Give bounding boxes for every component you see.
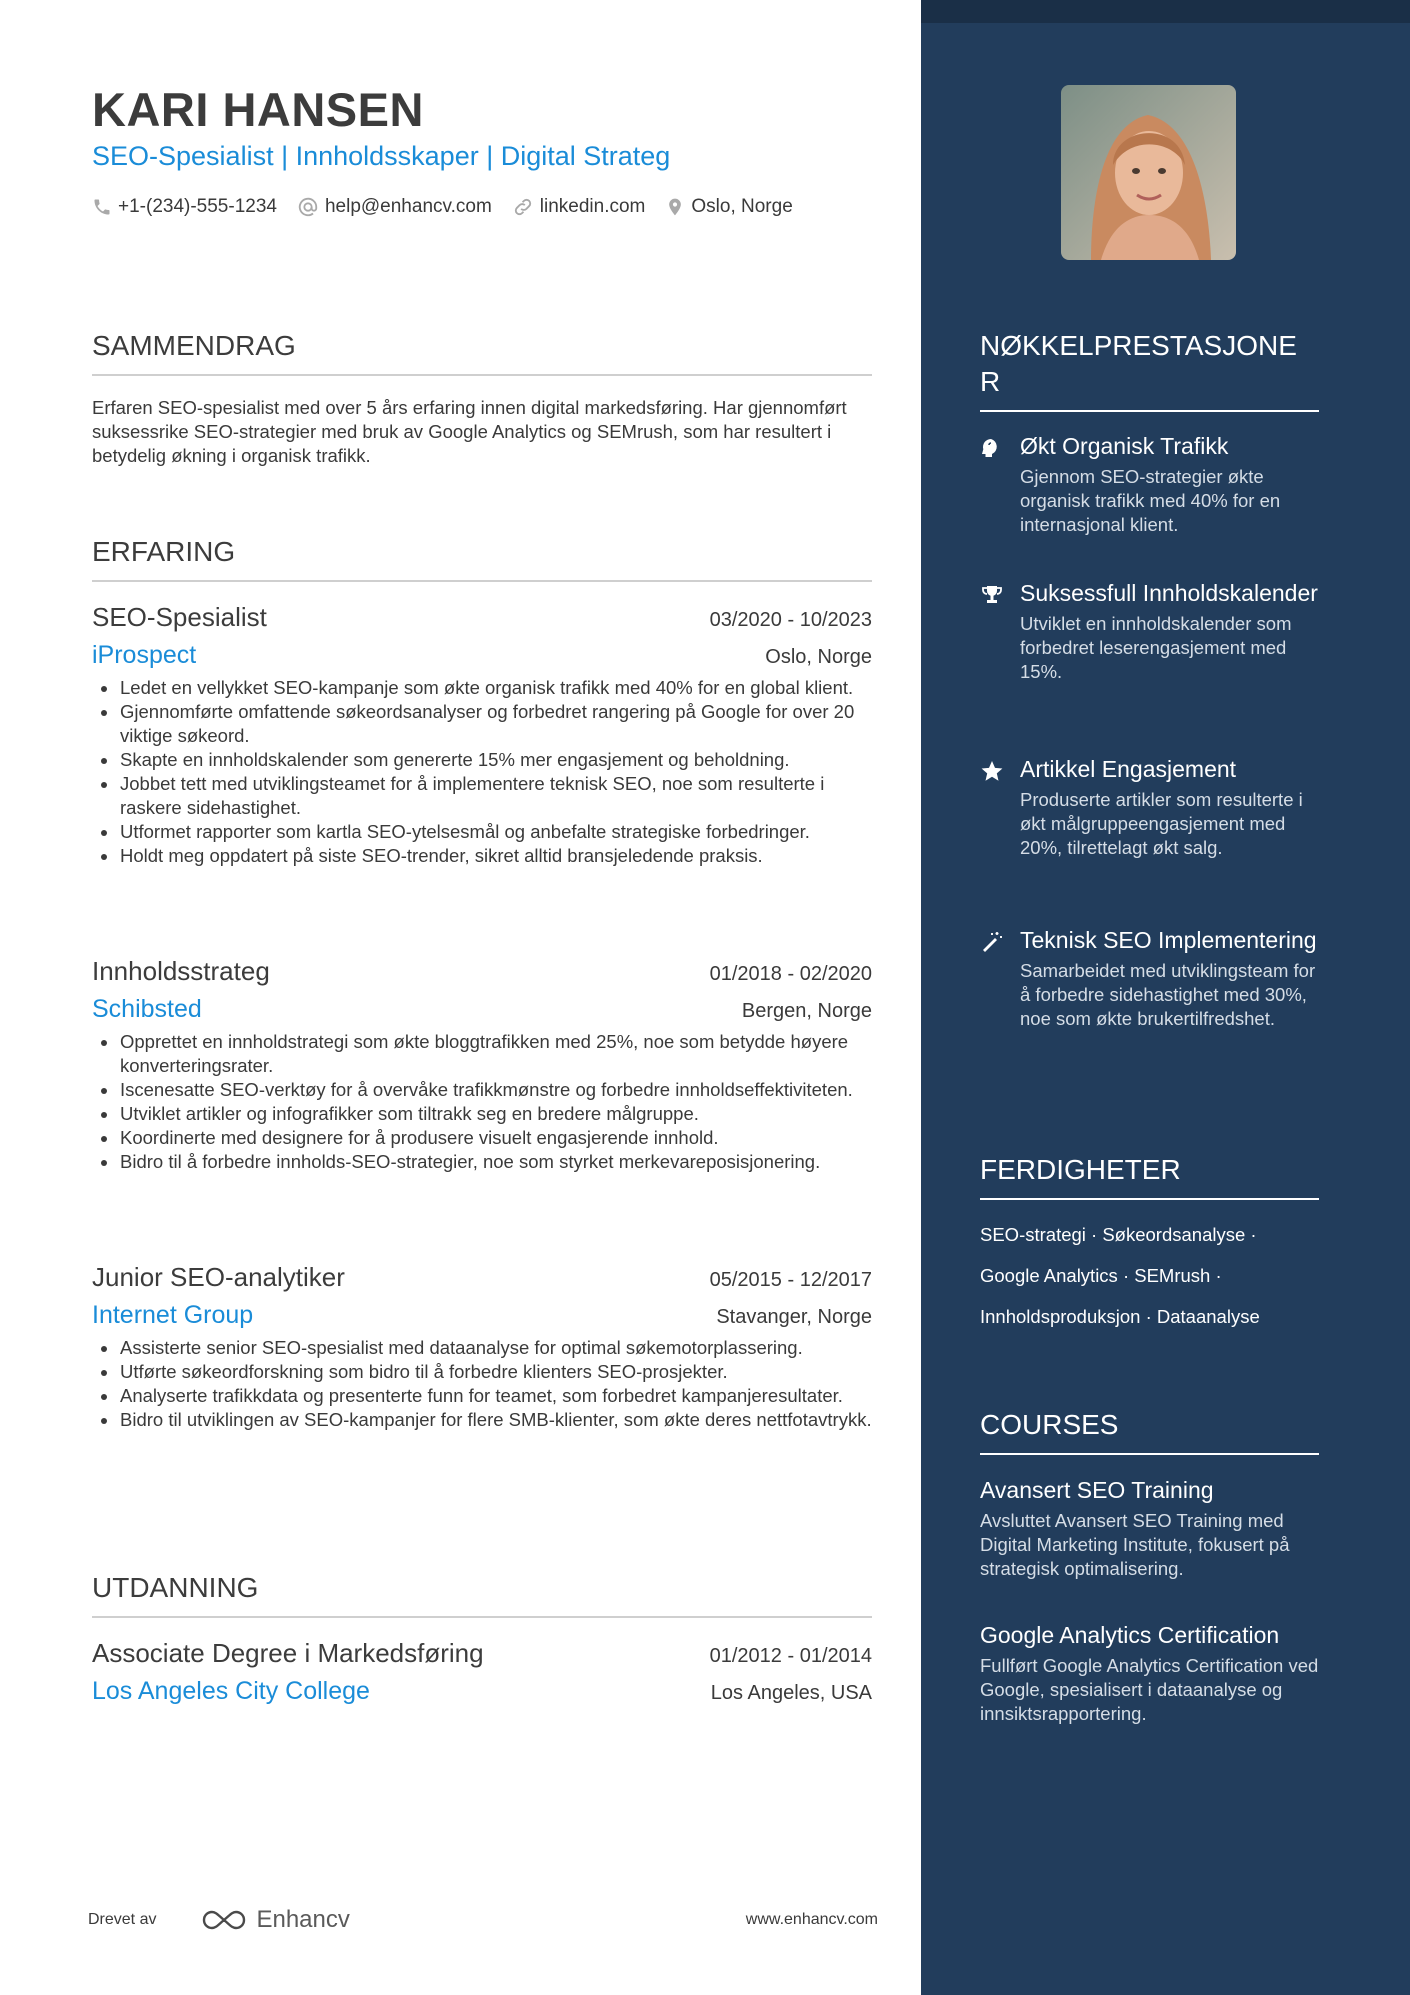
job-bullets	[92, 1336, 872, 1432]
powered-by-text: Drevet av	[88, 1911, 157, 1928]
brand-logo[interactable]	[200, 1906, 349, 1934]
phone-text: +1-(234)-555-1234	[118, 196, 277, 217]
summary-text: Erfaren SEO-spesialist med over 5 års erfaring innen digital markedsføring. Har gjennomført suksessrike SEO-strategier med bruk av Google Analytics og SEMrush, som har resultert i betydelig økning i organisk trafikk.	[92, 397, 847, 466]
achievement-item	[980, 432, 1319, 537]
job-title: SEO-Spesialist	[92, 602, 267, 632]
school-name[interactable]: Los Angeles City College	[92, 1677, 370, 1705]
job-dates: 05/2015 - 12/2017	[709, 1269, 872, 1291]
linkedin-text: linkedin.com	[539, 196, 646, 217]
bullet-item: Utviklet artikler og infografikker som tiltrakk seg en bredere målgruppe.	[92, 1102, 872, 1126]
achievement-title: Teknisk SEO Implementering	[1020, 927, 1317, 953]
location-text: Oslo, Norge	[691, 196, 793, 217]
bullet-item: Bidro til utviklingen av SEO-kampanjer for flere SMB-klienter, som økte deres nettfotavtrykk.	[92, 1408, 872, 1432]
job-company[interactable]: Schibsted	[92, 995, 202, 1023]
skills-line: Google Analytics · SEMrush ·	[980, 1265, 1222, 1286]
job-bullets	[92, 1030, 872, 1174]
degree-title: Associate Degree i Markedsføring	[92, 1638, 484, 1668]
course-desc: Fullført Google Analytics Certification ved Google, spesialisert i dataanalyse og innsiktsrapportering.	[980, 1655, 1319, 1724]
summary-heading: SAMMENDRAG	[92, 330, 872, 376]
bullet-item: Utførte søkeordforskning som bidro til å forbedre klienters SEO-prosjekter.	[92, 1360, 872, 1384]
contact-email[interactable]	[297, 196, 492, 218]
job-entry	[92, 602, 872, 868]
achievement-title: Suksessfull Innholdskalender	[1020, 580, 1318, 606]
experience-section	[92, 536, 872, 582]
courses-heading: COURSES	[980, 1407, 1319, 1455]
job-title: Junior SEO-analytiker	[92, 1262, 345, 1292]
bullet-item: Holdt meg oppdatert på siste SEO-trender, sikret alltid bransjeledende praksis.	[92, 844, 872, 868]
trophy-icon	[980, 583, 1004, 607]
location-pin-icon	[665, 196, 685, 218]
bullet-item: Jobbet tett med utviklingsteamet for å implementere teknisk SEO, noe som resulterte i raskere sidehastighet.	[92, 772, 872, 820]
brand-name: Enhancv	[256, 1906, 350, 1933]
school-location: Los Angeles, USA	[710, 1682, 872, 1704]
job-location: Oslo, Norge	[765, 646, 872, 668]
achievement-desc: Gjennom SEO-strategier økte organisk trafikk med 40% for en internasjonal klient.	[1020, 466, 1281, 535]
achievements-section	[980, 328, 1319, 412]
achievements-heading	[980, 328, 1319, 412]
achievement-title: Økt Organisk Trafikk	[1020, 433, 1229, 459]
brain-icon	[980, 436, 1004, 460]
skills-line: SEO-strategi · Søkeordsanalyse ·	[980, 1224, 1257, 1245]
job-dates: 03/2020 - 10/2023	[709, 609, 872, 631]
sidebar	[921, 0, 1410, 1995]
skills-list	[980, 1214, 1319, 1337]
site-link[interactable]: www.enhancv.com	[745, 1911, 878, 1928]
profile-photo	[1061, 85, 1236, 260]
contact-location	[665, 196, 792, 218]
magic-wand-icon	[980, 930, 1004, 954]
email-text: help@enhancv.com	[324, 196, 492, 217]
bullet-item: Bidro til å forbedre innholds-SEO-strategier, noe som styrket merkevareposisjonering.	[92, 1150, 872, 1174]
at-icon	[297, 196, 319, 218]
achievement-desc: Samarbeidet med utviklingsteam for å forbedre sidehastighet med 30%, noe som økte brukertilfredshet.	[1020, 960, 1316, 1029]
candidate-subtitle: SEO-Spesialist | Innholdsskaper | Digital Strateg	[92, 141, 671, 171]
course-item	[980, 1476, 1319, 1581]
sidebar-top-bar	[921, 0, 1410, 23]
bullet-item: Skapte en innholdskalender som genererte 15% mer engasjement og beholdning.	[92, 748, 872, 772]
bullet-item: Gjennomførte omfattende søkeordsanalyser og forbedret rangering på Google for over 20 viktige søkeord.	[92, 700, 872, 748]
course-desc: Avsluttet Avansert SEO Training med Digital Marketing Institute, fokusert på strategisk optimalisering.	[980, 1510, 1290, 1579]
achievement-desc: Produserte artikler som resulterte i økt målgruppeengasjement med 20%, tilrettelagt økt salg.	[1020, 789, 1303, 858]
education-entry	[92, 1638, 872, 1706]
achievements-heading-line1: NØKKELPRESTASJONE	[980, 330, 1297, 361]
job-company[interactable]: Internet Group	[92, 1301, 254, 1329]
phone-icon	[92, 197, 112, 217]
job-entry	[92, 1262, 872, 1432]
skills-section	[980, 1152, 1319, 1337]
achievement-desc: Utviklet en innholdskalender som forbedret leserengasjement med 15%.	[1020, 613, 1292, 682]
bullet-item: Iscenesatte SEO-verktøy for å overvåke trafikkmønstre og forbedre innholdseffektiviteten.	[92, 1078, 872, 1102]
job-title: Innholdsstrateg	[92, 956, 270, 986]
achievement-item	[980, 755, 1319, 860]
bullet-item: Koordinerte med designere for å produsere visuelt engasjerende innhold.	[92, 1126, 872, 1150]
skills-line: Innholdsproduksjon · Dataanalyse	[980, 1306, 1260, 1327]
summary-section	[92, 330, 872, 468]
bullet-item: Analyserte trafikkdata og presenterte funn for teamet, som forbedret kampanjeresultater.	[92, 1384, 872, 1408]
bullet-item: Utformet rapporter som kartla SEO-ytelsesmål og anbefalte strategiske forbedringer.	[92, 820, 872, 844]
link-icon	[512, 196, 534, 218]
candidate-name: KARI HANSEN	[92, 83, 424, 136]
contact-phone[interactable]	[92, 196, 277, 218]
footer	[88, 1900, 878, 1940]
education-dates: 01/2012 - 01/2014	[709, 1645, 872, 1667]
achievement-item	[980, 926, 1319, 1031]
experience-heading: ERFARING	[92, 536, 872, 582]
courses-section	[980, 1407, 1319, 1455]
skills-heading: FERDIGHETER	[980, 1152, 1319, 1200]
job-company[interactable]: iProspect	[92, 641, 197, 669]
star-icon	[980, 759, 1004, 783]
job-location: Stavanger, Norge	[716, 1306, 872, 1328]
contact-linkedin[interactable]	[512, 196, 646, 218]
bullet-item: Opprettet en innholdstrategi som økte bloggtrafikken med 25%, noe som betydde høyere konverteringsrater.	[92, 1030, 872, 1078]
achievement-title: Artikkel Engasjement	[1020, 756, 1237, 782]
course-title: Google Analytics Certification	[980, 1622, 1280, 1648]
bullet-item: Ledet en vellykket SEO-kampanje som økte organisk trafikk med 40% for en global klient.	[92, 676, 872, 700]
bullet-item: Assisterte senior SEO-spesialist med dataanalyse for optimal søkemotorplassering.	[92, 1336, 872, 1360]
job-dates: 01/2018 - 02/2020	[709, 963, 872, 985]
job-location: Bergen, Norge	[741, 1000, 872, 1022]
job-bullets	[92, 676, 872, 868]
job-entry	[92, 956, 872, 1174]
enhancv-logo-icon	[200, 1907, 248, 1933]
profile-photo-image	[1061, 85, 1236, 260]
achievements-heading-line2: R	[980, 366, 1001, 397]
achievement-item	[980, 579, 1319, 684]
course-title: Avansert SEO Training	[980, 1477, 1214, 1503]
course-item	[980, 1621, 1319, 1726]
contact-row	[92, 196, 813, 218]
education-section	[92, 1572, 872, 1618]
education-heading: UTDANNING	[92, 1572, 872, 1618]
